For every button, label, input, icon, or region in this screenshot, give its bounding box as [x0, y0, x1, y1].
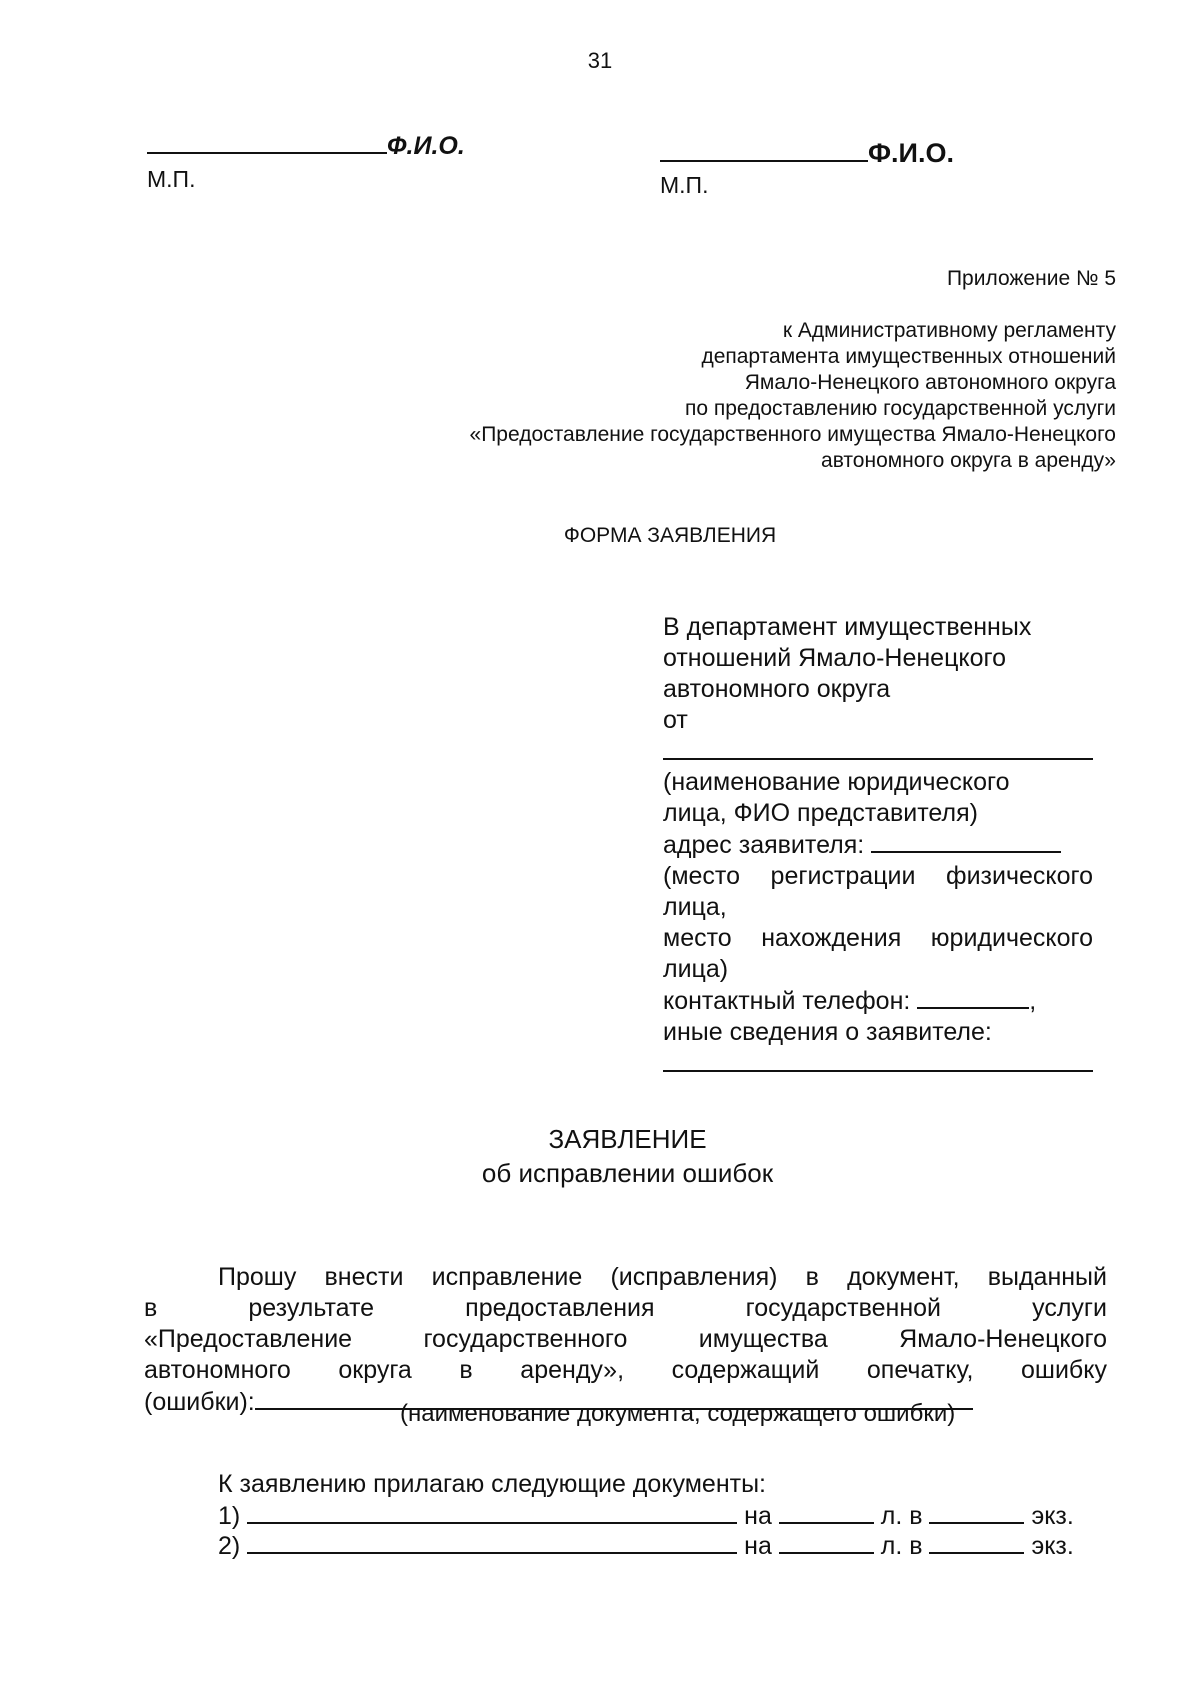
copies-label: экз. [1031, 1532, 1074, 1560]
phone-suffix: , [1029, 987, 1037, 1015]
other-info-label: иные сведения о заявителе: [663, 1018, 992, 1046]
word: ошибку [1021, 1356, 1107, 1384]
address-row [663, 829, 1093, 861]
appendix-line: по предоставлению государственной услуги [684, 397, 1116, 420]
other-info-field[interactable] [663, 1048, 1093, 1079]
phone-label: контактный телефон: [663, 987, 911, 1015]
body-line: Прошу внести исправление (исправления) в документ, выданный [218, 1263, 1107, 1291]
statement-body [144, 1262, 1107, 1418]
word: результате [248, 1294, 375, 1322]
word: округа [338, 1356, 412, 1384]
addressee-block [663, 612, 1093, 1079]
signature-line [147, 130, 387, 154]
mp-label: М.П. [147, 166, 196, 192]
addressee-note: место нахождения юридического [663, 924, 1093, 952]
mp-label: М.П. [660, 172, 709, 198]
word: государственного [423, 1325, 628, 1353]
appendix-title: Приложение № 5 [946, 267, 1116, 290]
blank-line[interactable] [663, 736, 1093, 760]
fio-label: Ф.И.О. [868, 138, 954, 168]
address-label: адрес заявителя: [663, 831, 865, 859]
signature-left [147, 130, 465, 161]
copies-field[interactable] [929, 1530, 1024, 1554]
on-label: на [744, 1532, 772, 1560]
address-field[interactable] [871, 829, 1061, 853]
document-note: (наименование документа, содержащего ошибки) [400, 1400, 956, 1427]
addressee-line: от [663, 706, 688, 734]
addressee-note: лица) [663, 955, 729, 983]
addressee-line: В департамент имущественных [663, 613, 1032, 641]
applicant-name-field[interactable] [663, 736, 1093, 767]
addressee-note: лица, [663, 893, 727, 921]
signature-right [660, 138, 954, 169]
item-number: 2) [218, 1532, 241, 1560]
appendix-line: автономного округа в аренду» [821, 449, 1116, 472]
attachment-row [218, 1500, 1098, 1531]
sheets-label: л. в [880, 1532, 923, 1560]
word: автономного [144, 1356, 291, 1384]
word: государственной [745, 1294, 942, 1322]
copies-field[interactable] [929, 1500, 1024, 1524]
word: содержащий [671, 1356, 820, 1384]
blank-line[interactable] [663, 1048, 1093, 1072]
statement-subtitle: об исправлении ошибок [481, 1158, 774, 1188]
sheets-field[interactable] [779, 1530, 874, 1554]
attachment-row [218, 1530, 1098, 1561]
word: услуги [1032, 1294, 1108, 1322]
appendix-line: Ямало-Ненецкого автономного округа [744, 371, 1116, 394]
sheets-field[interactable] [779, 1500, 874, 1524]
phone-field[interactable] [917, 985, 1029, 1009]
word: «Предоставление [144, 1325, 353, 1353]
addressee-line: отношений Ямало-Ненецкого [663, 644, 1006, 672]
addressee-note: (наименование юридического [663, 768, 1010, 796]
word: имущества [698, 1325, 828, 1353]
addressee-note: (место регистрации физического [663, 862, 1093, 890]
addressee-note: лица, ФИО представителя) [663, 799, 978, 827]
signature-line [660, 138, 868, 162]
word: опечатку, [866, 1356, 974, 1384]
copies-label: экз. [1031, 1502, 1074, 1530]
appendix-line: департамента имущественных отношений [701, 345, 1116, 368]
body-line [144, 1293, 1107, 1324]
appendix-line: к Административному регламенту [782, 319, 1116, 342]
item-number: 1) [218, 1502, 241, 1530]
sheets-label: л. в [880, 1502, 923, 1530]
form-title: ФОРМА ЗАЯВЛЕНИЯ [563, 524, 777, 547]
body-line [144, 1355, 1107, 1386]
statement-title: ЗАЯВЛЕНИЕ [548, 1124, 707, 1154]
attachments-intro: К заявлению прилагаю следующие документы: [218, 1470, 766, 1498]
fio-label: Ф.И.О. [387, 132, 465, 160]
word: в [144, 1294, 158, 1322]
on-label: на [744, 1502, 772, 1530]
errors-label: (ошибки): [144, 1388, 255, 1416]
document-field[interactable] [247, 1500, 737, 1524]
word: аренду», [520, 1356, 625, 1384]
document-field[interactable] [247, 1530, 737, 1554]
word: Ямало-Ненецкого [899, 1325, 1107, 1353]
appendix-line: «Предоставление государственного имущества Ямало-Ненецкого [469, 423, 1116, 446]
word: предоставления [465, 1294, 655, 1322]
phone-row [663, 985, 1093, 1017]
page-number: 31 [587, 48, 613, 73]
addressee-line: автономного округа [663, 675, 891, 703]
word: в [459, 1356, 473, 1384]
body-line [144, 1324, 1107, 1355]
